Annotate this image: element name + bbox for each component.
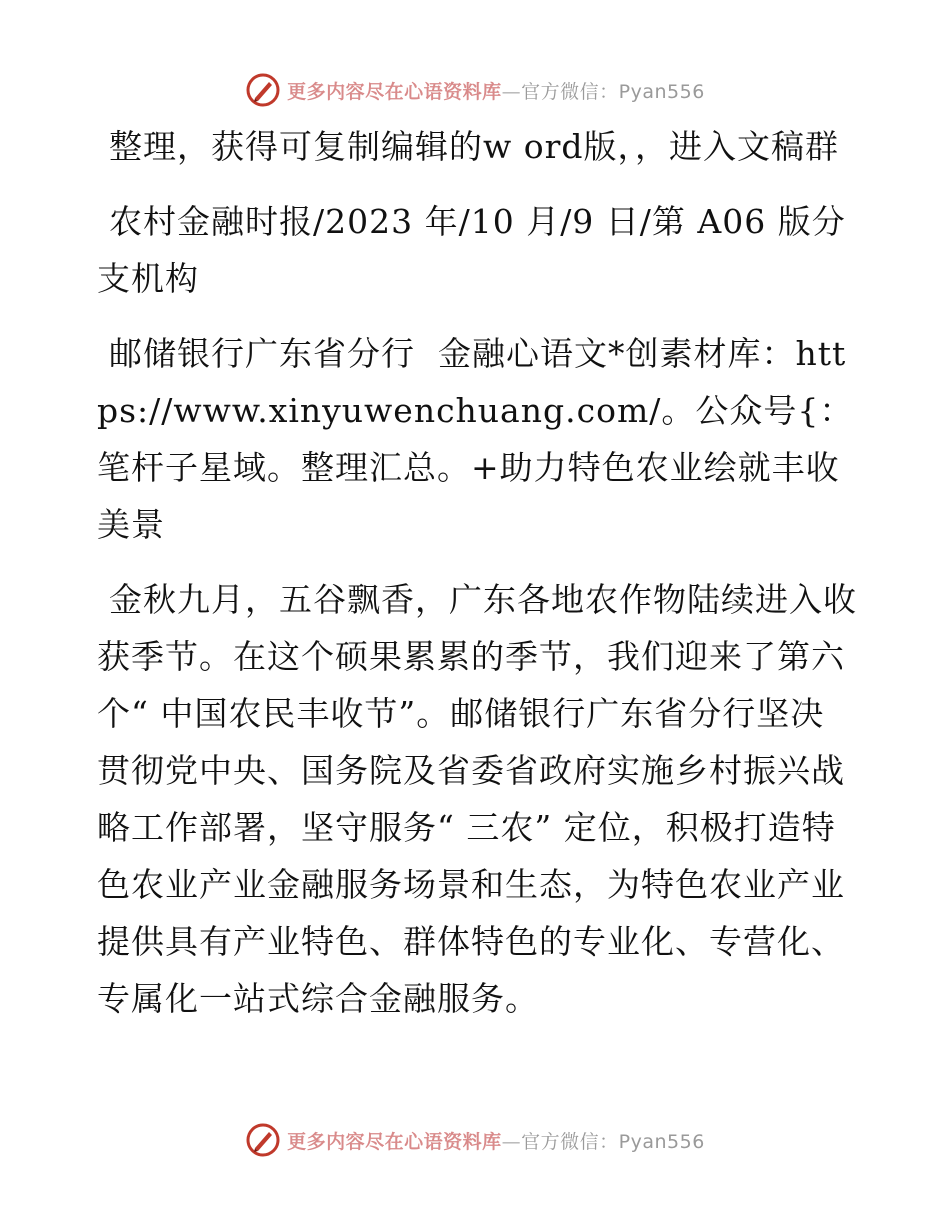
footer-banner-separator: — [501, 1130, 522, 1153]
footer-banner-wechat: 官方微信：Pyan556 [521, 1130, 705, 1153]
footer-banner [0, 1120, 950, 1160]
header-banner-wechat: 官方微信：Pyan556 [521, 80, 705, 103]
pen-logo-icon [245, 1122, 281, 1158]
paragraph-intro: 整理，获得可复制编辑的w ord版，，进入文稿群 [109, 127, 840, 166]
footer-banner-text: 更多内容尽在心语资料库 [287, 1130, 502, 1153]
paragraph-body: 金秋九月，五谷飘香，广东各地农作物陆续进入收获季节。在这个硕果累累的季节，我们迎来了第六个“ 中国农民丰收节”。邮储银行广东省分行坚决贯彻党中央、国务院及省委省政府实施乡村振兴战略工作部署，坚守服务“ 三农” 定位，积极打造特色农业产业金融服务场景和生态，为特色农业产业提供具有产业特色、群体特色的专业化、专营化、专属化一站式综合金融服务。 [97, 580, 857, 1018]
header-banner-separator: — [501, 80, 522, 103]
pen-logo-icon [245, 72, 281, 108]
document-body [97, 118, 857, 1045]
paragraph-title: 邮储银行广东省分行 金融心语文*创素材库：https://www.xinyuwenchuang.com/。公众号{：笔杆子星域。整理汇总。+助力特色农业绘就丰收美景 [97, 334, 854, 544]
header-banner-text: 更多内容尽在心语资料库 [287, 80, 502, 103]
header-banner [0, 70, 950, 110]
paragraph-source: 农村金融时报/2023 年/10 月/9 日/第 A06 版分支机构 [97, 202, 846, 298]
